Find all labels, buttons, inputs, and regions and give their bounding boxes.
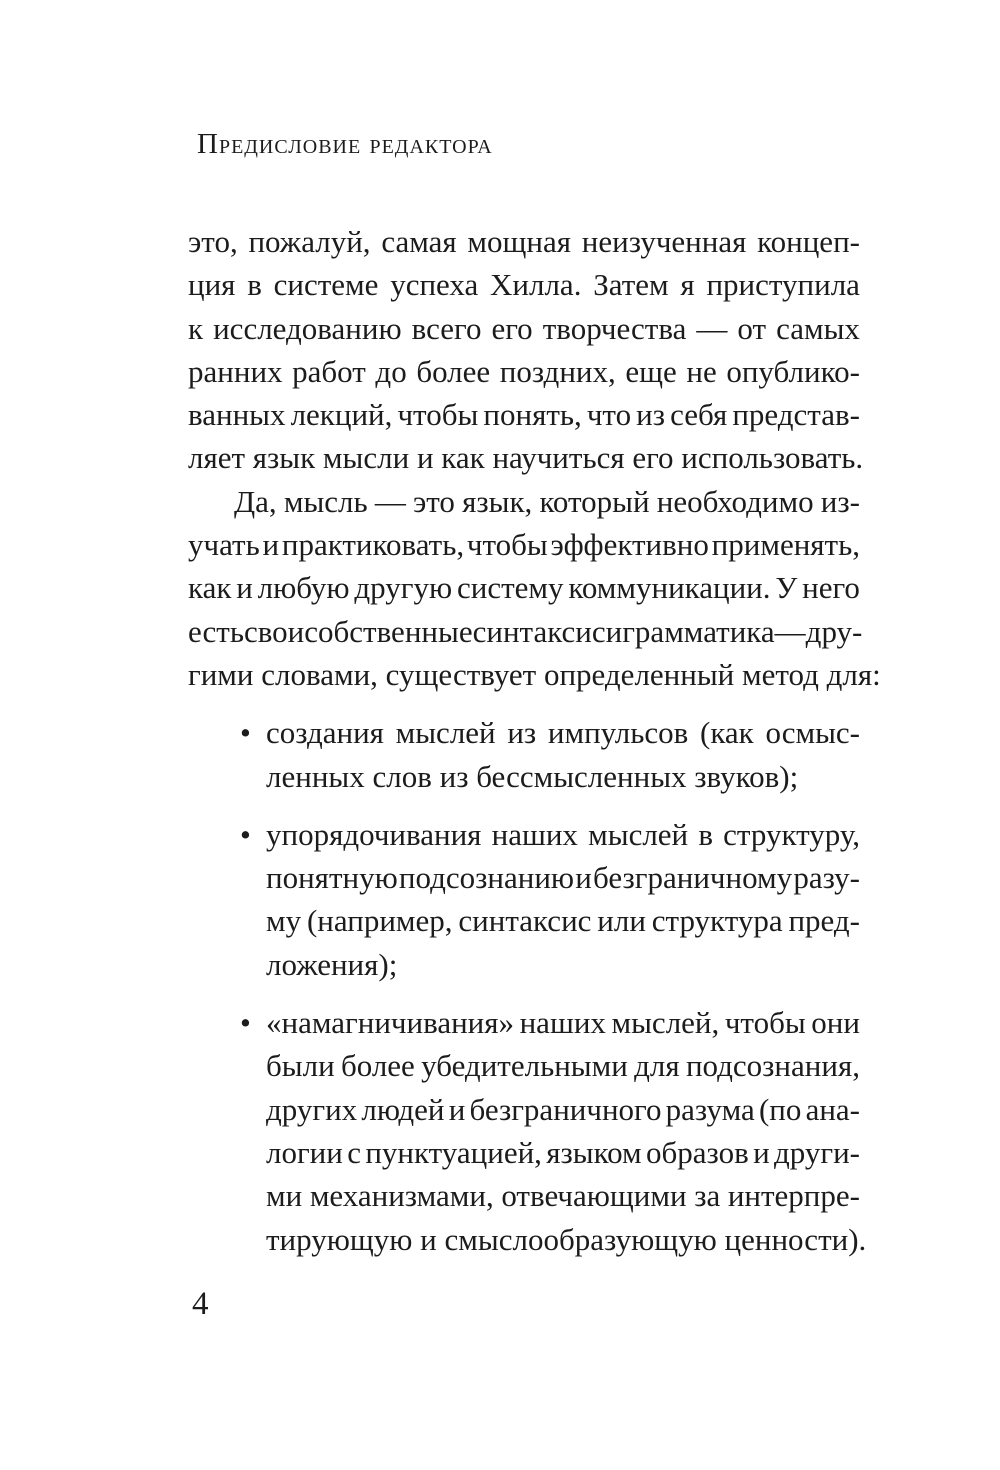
bullet-icon: •: [240, 1005, 251, 1041]
bullet-icon: •: [240, 816, 251, 852]
text-line: «намагничивания» наших мыслей, чтобы они: [266, 1005, 860, 1041]
text-line: это, пожалуй, самая мощная неизученная концеп-: [188, 224, 860, 259]
text-line: упорядочивания наших мыслей в структуру,: [266, 816, 860, 852]
page-number: 4: [192, 1286, 209, 1322]
bullet-list: [188, 711, 867, 1261]
text-line: тирующую и смыслообразующую ценности).: [266, 1221, 867, 1257]
page-body: [188, 220, 881, 1261]
list-item: [188, 711, 860, 798]
running-header: Предисловие редактора: [197, 128, 493, 160]
list-item: [188, 1001, 867, 1261]
text-line: понятную подсознанию и безграничному разу-: [266, 860, 860, 896]
text-line: ляет язык мысли и как научиться его использовать.: [188, 440, 864, 476]
text-line: му (например, синтаксис или структура пред-: [266, 903, 860, 939]
paragraph: [188, 220, 864, 480]
text-line: логии с пунктуацией, языком образов и други-: [266, 1134, 860, 1170]
text-line: других людей и безграничного разума (по ана-: [266, 1091, 860, 1127]
paragraph: [188, 480, 881, 696]
text-line: есть свои собственные синтаксис и грамматика — дру-: [188, 613, 863, 649]
text-line: гими словами, существует определенный метод для:: [188, 656, 881, 692]
text-line: Да, мысль — это язык, который необходимо из-: [234, 483, 860, 519]
text-line: создания мыслей из импульсов (как осмыс-: [266, 715, 860, 751]
text-line: ванных лекций, чтобы понять, что из себя представ-: [188, 397, 860, 433]
text-line: были более убедительными для подсознания,: [266, 1048, 860, 1084]
text-line: как и любую другую систему коммуникации. У него: [188, 570, 860, 606]
text-line: ция в системе успеха Хилла. Затем я приступила: [188, 267, 860, 303]
bullet-icon: •: [240, 715, 251, 751]
text-line: к исследованию всего его творчества — от самых: [188, 310, 860, 346]
list-item: [188, 813, 860, 986]
text-line: учать и практиковать, чтобы эффективно применять,: [188, 527, 860, 563]
text-line: ложения);: [266, 946, 398, 982]
text-line: ми механизмами, отвечающими за интерпре-: [266, 1178, 860, 1214]
text-line: ленных слов из бессмысленных звуков);: [266, 758, 799, 794]
text-line: ранних работ до более поздних, еще не опублико-: [188, 353, 860, 389]
